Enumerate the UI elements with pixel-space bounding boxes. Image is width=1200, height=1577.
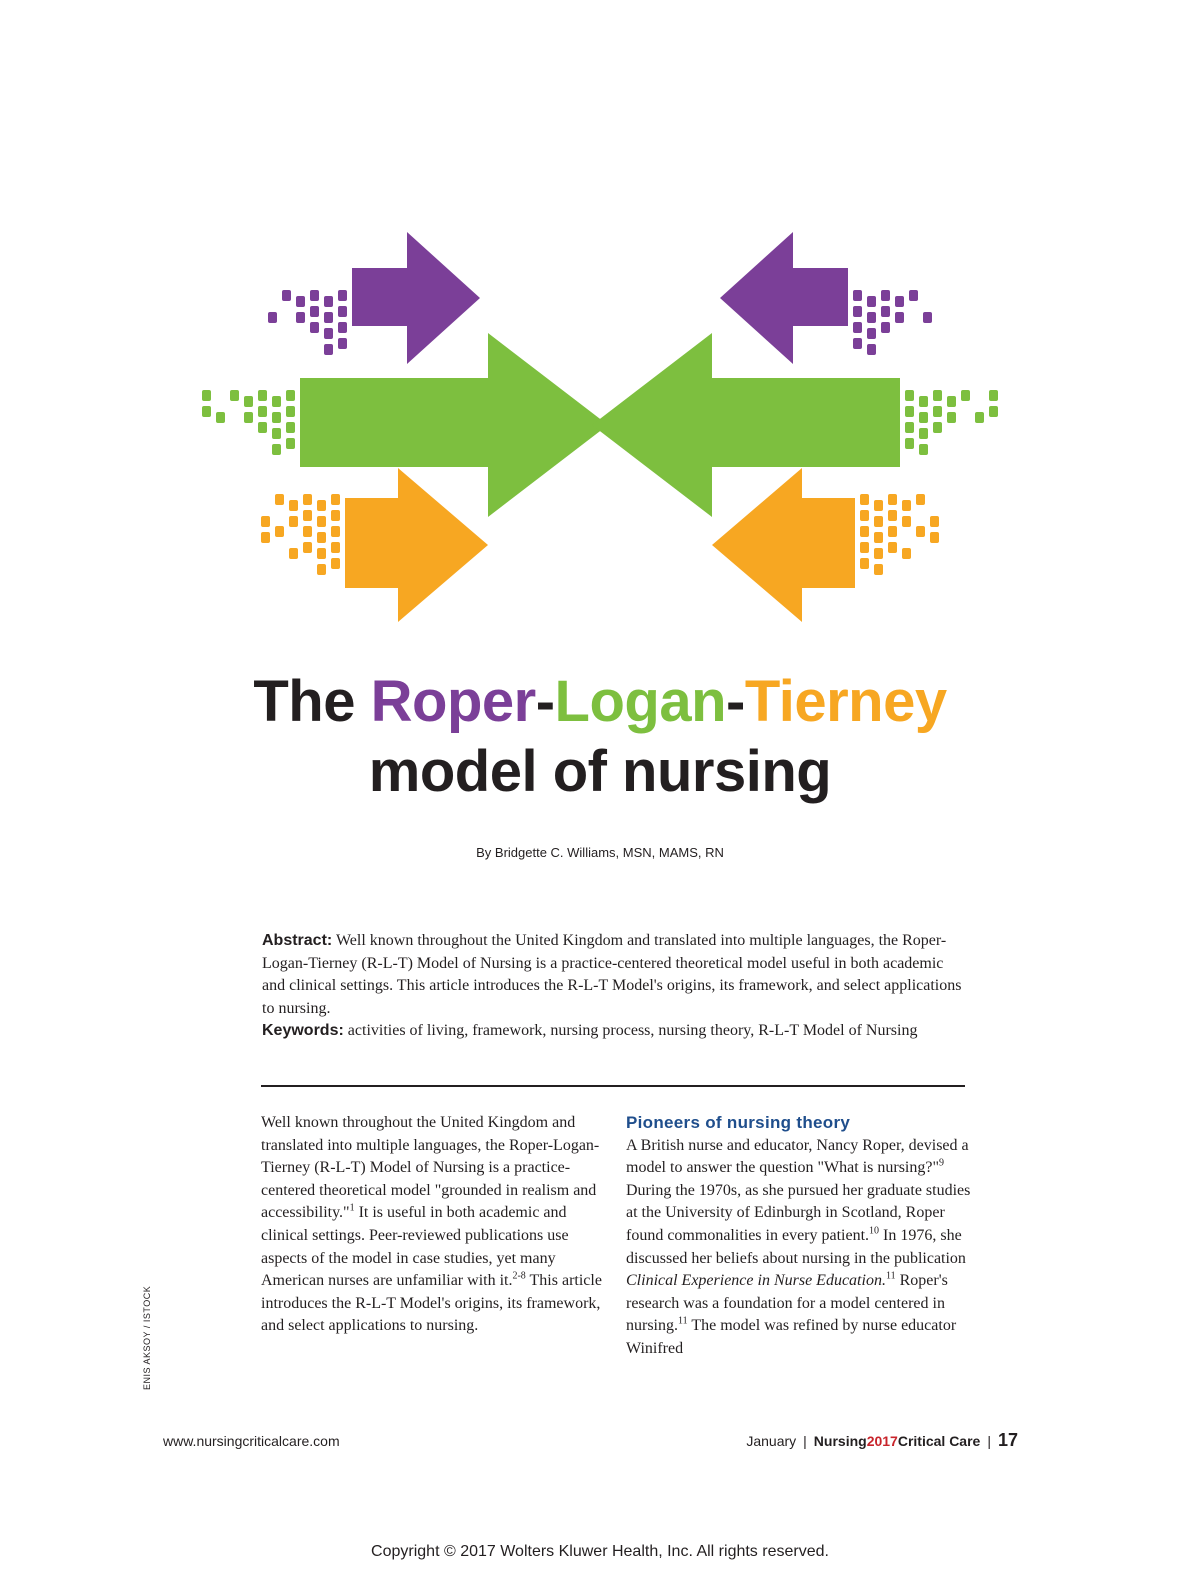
citation-11a: 11 bbox=[885, 1270, 896, 1282]
footer-year: 2017 bbox=[866, 1433, 898, 1449]
pixel-square bbox=[338, 290, 347, 301]
pixel-square bbox=[860, 494, 869, 505]
pixel-square bbox=[860, 542, 869, 553]
pixel-square bbox=[272, 412, 281, 423]
pixel-square bbox=[296, 296, 305, 307]
pixel-square bbox=[860, 558, 869, 569]
pixel-square bbox=[888, 542, 897, 553]
pixel-square bbox=[888, 526, 897, 537]
footer-month: January bbox=[746, 1433, 797, 1449]
pixel-square bbox=[331, 526, 340, 537]
pixel-square bbox=[867, 344, 876, 355]
pixel-square bbox=[902, 548, 911, 559]
pixel-square bbox=[902, 516, 911, 527]
pixel-square bbox=[919, 412, 928, 423]
pixel-square bbox=[975, 412, 984, 423]
pixel-square bbox=[905, 438, 914, 449]
pixel-square bbox=[324, 344, 333, 355]
title-word-roper: Roper bbox=[370, 669, 536, 734]
pixel-square bbox=[275, 526, 284, 537]
pixel-square bbox=[296, 312, 305, 323]
pixel-square bbox=[881, 290, 890, 301]
photo-credit: ENIS AKSOY / ISTOCK bbox=[142, 1285, 152, 1390]
footer-journal-name-a: Nursing bbox=[813, 1433, 867, 1449]
pixel-square bbox=[902, 500, 911, 511]
pixel-square bbox=[202, 406, 211, 417]
pixel-square bbox=[282, 290, 291, 301]
pixel-square bbox=[923, 312, 932, 323]
footer-separator-2: | bbox=[987, 1433, 991, 1449]
page-number: 17 bbox=[997, 1430, 1018, 1450]
article-title-line1 bbox=[0, 670, 1200, 734]
pixel-square bbox=[324, 328, 333, 339]
body-column-left bbox=[261, 1112, 611, 1338]
pixel-square bbox=[331, 510, 340, 521]
pixel-square bbox=[867, 328, 876, 339]
pixel-square bbox=[289, 548, 298, 559]
footer-journal-info bbox=[746, 1430, 1018, 1451]
book-title: Clinical Experience in Nurse Education. bbox=[626, 1272, 886, 1290]
keywords-label: Keywords: bbox=[262, 1022, 344, 1039]
citation-9: 9 bbox=[939, 1157, 944, 1169]
keywords-text: activities of living, framework, nursing process, nursing theory, R-L-T Model of Nursing bbox=[347, 1022, 918, 1039]
pixel-square bbox=[961, 390, 970, 401]
pixel-square bbox=[331, 558, 340, 569]
pixel-square bbox=[286, 438, 295, 449]
pixel-square bbox=[853, 322, 862, 333]
pixel-square bbox=[272, 444, 281, 455]
pixel-square bbox=[853, 306, 862, 317]
pixel-square bbox=[867, 312, 876, 323]
body-right-text-5: The model was refined by nurse educator Winifred bbox=[626, 1317, 957, 1357]
pixel-square bbox=[317, 564, 326, 575]
citation-1: 1 bbox=[349, 1203, 355, 1215]
footer-url[interactable]: www.nursingcriticalcare.com bbox=[163, 1433, 340, 1449]
section-heading: Pioneers of nursing theory bbox=[626, 1113, 851, 1132]
article-title-line2: model of nursing bbox=[368, 739, 832, 804]
abstract-text: Well known throughout the United Kingdom and translated into multiple languages, the Roper-Logan-Tierney (R-L-T) Model of Nursing is a practice-centered theoretical model useful in both academic and clinical settings. This article introduces the R-L-T Model's origins, its framework, and select applications to nursing. bbox=[262, 932, 962, 1017]
pixel-square bbox=[310, 322, 319, 333]
pixel-square bbox=[860, 526, 869, 537]
body-right-text-4: Roper's research was a foundation for a model centered in nursing. bbox=[626, 1272, 948, 1335]
pixel-square bbox=[261, 516, 270, 527]
footer-separator-1: | bbox=[803, 1433, 807, 1449]
pixel-square bbox=[275, 494, 284, 505]
pixel-square bbox=[289, 516, 298, 527]
pixel-square bbox=[216, 412, 225, 423]
pixel-square bbox=[286, 422, 295, 433]
pixel-square bbox=[905, 406, 914, 417]
pixel-square bbox=[338, 338, 347, 349]
pixel-square bbox=[310, 306, 319, 317]
purple-arrow-left bbox=[720, 232, 848, 364]
pixel-square bbox=[202, 390, 211, 401]
pixel-square bbox=[916, 526, 925, 537]
pixel-square bbox=[947, 412, 956, 423]
pixel-square bbox=[324, 296, 333, 307]
citation-2-8: 2-8 bbox=[512, 1270, 526, 1282]
green-arrow-left bbox=[592, 333, 900, 517]
pixel-square bbox=[261, 532, 270, 543]
title-word-the: The bbox=[253, 669, 355, 734]
title-dash-2: - bbox=[726, 669, 745, 734]
pixel-square bbox=[933, 406, 942, 417]
pixel-square bbox=[905, 390, 914, 401]
pixel-square bbox=[303, 526, 312, 537]
body-left-text-1: Well known throughout the United Kingdom and translated into multiple languages, the Roper-Logan-Tierney (R-L-T) Model of Nursing is a practice-centered theoretical model "grounded in realism and accessibility." bbox=[261, 1114, 600, 1222]
pixel-square bbox=[258, 406, 267, 417]
pixel-square bbox=[853, 338, 862, 349]
pixel-square bbox=[881, 306, 890, 317]
title-word-tierney: Tierney bbox=[744, 669, 947, 734]
section-divider bbox=[261, 1085, 965, 1087]
copyright-notice: Copyright © 2017 Wolters Kluwer Health, Inc. All rights reserved. bbox=[371, 1543, 829, 1560]
byline: By Bridgette C. Williams, MSN, MAMS, RN bbox=[476, 845, 724, 860]
pixel-square bbox=[244, 396, 253, 407]
pixel-square bbox=[919, 428, 928, 439]
pixel-square bbox=[289, 500, 298, 511]
pixel-square bbox=[874, 516, 883, 527]
pixel-square bbox=[933, 390, 942, 401]
pixel-square bbox=[338, 322, 347, 333]
pixel-square bbox=[338, 306, 347, 317]
pixel-square bbox=[933, 422, 942, 433]
pixel-square bbox=[930, 516, 939, 527]
pixel-square bbox=[916, 494, 925, 505]
pixel-square bbox=[888, 510, 897, 521]
pixel-square bbox=[930, 532, 939, 543]
pixel-square bbox=[317, 516, 326, 527]
pixel-square bbox=[895, 296, 904, 307]
pixel-square bbox=[258, 390, 267, 401]
pixel-square bbox=[874, 548, 883, 559]
pixel-square bbox=[909, 290, 918, 301]
pixel-square bbox=[874, 532, 883, 543]
pixel-square bbox=[286, 406, 295, 417]
abstract-label: Abstract: bbox=[262, 932, 333, 949]
pixel-square bbox=[331, 494, 340, 505]
pixel-square bbox=[303, 494, 312, 505]
purple-arrow-right bbox=[352, 232, 480, 364]
pixel-square bbox=[905, 422, 914, 433]
pixel-square bbox=[853, 290, 862, 301]
green-arrow-right bbox=[300, 333, 608, 517]
pixel-square bbox=[895, 312, 904, 323]
pixel-square bbox=[874, 500, 883, 511]
pixel-square bbox=[947, 396, 956, 407]
body-column-right bbox=[626, 1112, 976, 1361]
orange-arrow-right bbox=[345, 468, 488, 622]
pixel-square bbox=[867, 296, 876, 307]
pixel-square bbox=[244, 412, 253, 423]
pixel-square bbox=[317, 500, 326, 511]
pixel-square bbox=[272, 428, 281, 439]
pixel-square bbox=[258, 422, 267, 433]
pixel-square bbox=[324, 312, 333, 323]
footer-journal-name-b: Critical Care bbox=[897, 1433, 981, 1449]
pixel-square bbox=[230, 390, 239, 401]
pixel-square bbox=[989, 390, 998, 401]
pixel-square bbox=[317, 548, 326, 559]
body-right-text-1: A British nurse and educator, Nancy Roper, devised a model to answer the question "What is nursing?" bbox=[626, 1136, 969, 1177]
pixel-square bbox=[331, 542, 340, 553]
pixel-square bbox=[919, 444, 928, 455]
citation-10: 10 bbox=[869, 1225, 880, 1237]
pixel-square bbox=[303, 510, 312, 521]
pixel-square bbox=[286, 390, 295, 401]
pixel-square bbox=[310, 290, 319, 301]
title-word-logan: Logan bbox=[554, 669, 727, 734]
abstract bbox=[262, 930, 962, 1043]
body-left-text-3: This article introduces the R-L-T Model's origins, its framework, and select applications to nursing. bbox=[261, 1272, 602, 1335]
arrows-graphic bbox=[0, 0, 1200, 640]
body-right-text-3: In 1976, she discussed her beliefs about nursing in the publication bbox=[626, 1226, 966, 1267]
citation-11b: 11 bbox=[678, 1316, 688, 1328]
orange-arrow-left bbox=[712, 468, 855, 622]
body-left-text-2: It is useful in both academic and clinical settings. Peer-reviewed publications use aspects of the model in case studies, yet many American nurses are unfamiliar with it. bbox=[261, 1204, 569, 1290]
pixel-square bbox=[989, 406, 998, 417]
pixel-square bbox=[317, 532, 326, 543]
pixel-square bbox=[272, 396, 281, 407]
pixel-square bbox=[888, 494, 897, 505]
pixel-square bbox=[881, 322, 890, 333]
pixel-square bbox=[860, 510, 869, 521]
pixel-square bbox=[268, 312, 277, 323]
title-dash-1: - bbox=[535, 669, 555, 734]
pixel-square bbox=[303, 542, 312, 553]
pixel-square bbox=[919, 396, 928, 407]
body-right-text-2: During the 1970s, as she pursued her graduate studies at the University of Edinburgh in Scotland, Roper found commonalities in every patient. bbox=[626, 1181, 971, 1244]
pixel-square bbox=[874, 564, 883, 575]
